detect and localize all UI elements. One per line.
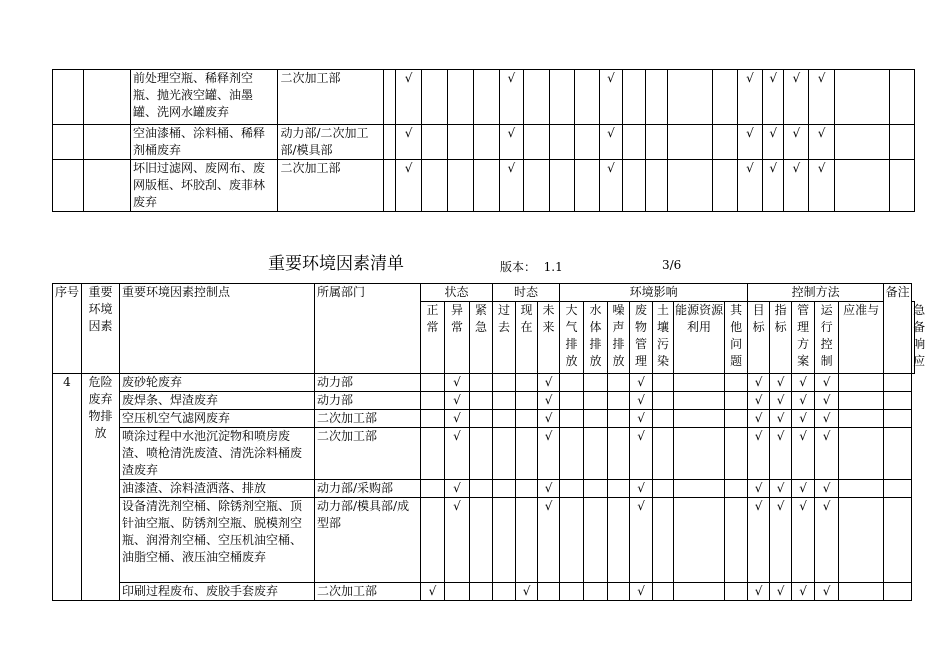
- check-cell: √: [538, 498, 560, 583]
- dept-cell: 二次加工部: [315, 583, 421, 601]
- dept-cell: 动力部/采购部: [315, 480, 421, 498]
- control-point-cell: 空压机空气滤网废弃: [120, 410, 315, 428]
- check-cell: [653, 392, 674, 410]
- check-cell: [493, 410, 516, 428]
- subheader-5: 未来: [538, 302, 560, 374]
- version-value: 1.1: [543, 260, 563, 274]
- subheader-10: 土壤污染: [653, 302, 674, 374]
- control-point-cell: 喷涂过程中水池沉淀物和喷房废渣、喷枪清洗废渣、清洗涂料桶废渣废弃: [120, 428, 315, 480]
- check-cell: [608, 480, 630, 498]
- control-point-cell: 废焊条、焊渣废弃: [120, 392, 315, 410]
- check-cell: [712, 160, 737, 212]
- check-cell: [523, 70, 549, 125]
- check-cell: √: [396, 160, 421, 212]
- seq-cell: [53, 70, 84, 125]
- check-cell: √: [748, 428, 770, 480]
- check-cell: [493, 392, 516, 410]
- check-cell: [584, 392, 608, 410]
- control-point-cell: 空油漆桶、涂料桶、稀释剂桶废弃: [130, 125, 278, 160]
- subheader-2: 紧急: [470, 302, 493, 374]
- check-cell: [448, 160, 474, 212]
- check-cell: √: [748, 583, 770, 601]
- check-cell: [623, 70, 646, 125]
- check-cell: √: [445, 392, 470, 410]
- check-cell: √: [809, 70, 834, 125]
- header-dept: 所属部门: [315, 284, 421, 374]
- check-cell: √: [630, 583, 653, 601]
- check-cell: [383, 125, 396, 160]
- subheader-11: 能源资源利用: [674, 302, 725, 374]
- check-cell: [560, 410, 584, 428]
- control-point-cell: 坏旧过滤网、废网布、废网版框、坏胶刮、废菲林废弃: [130, 160, 278, 212]
- check-cell: [421, 428, 445, 480]
- check-cell: [421, 374, 445, 392]
- check-cell: √: [630, 498, 653, 583]
- check-cell: [538, 583, 560, 601]
- check-cell: √: [538, 410, 560, 428]
- header-state: 状态: [421, 284, 493, 302]
- check-cell: √: [815, 583, 839, 601]
- subheader-0: 正常: [421, 302, 445, 374]
- check-cell: √: [599, 125, 622, 160]
- dept-cell: 动力部: [315, 374, 421, 392]
- continued-table: [52, 69, 915, 212]
- check-cell: [493, 374, 516, 392]
- check-cell: √: [499, 160, 523, 212]
- subheader-18: 急备响应: [912, 302, 915, 374]
- check-cell: √: [396, 125, 421, 160]
- check-cell: [884, 583, 912, 601]
- check-cell: [383, 70, 396, 125]
- check-cell: [560, 428, 584, 480]
- check-cell: [470, 498, 493, 583]
- subheader-14: 指标: [770, 302, 792, 374]
- check-cell: [421, 480, 445, 498]
- check-cell: √: [737, 70, 762, 125]
- check-cell: √: [815, 428, 839, 480]
- check-cell: √: [792, 583, 815, 601]
- check-cell: √: [784, 160, 809, 212]
- check-cell: [884, 480, 912, 498]
- check-cell: √: [538, 428, 560, 480]
- check-cell: [725, 392, 748, 410]
- check-cell: √: [538, 392, 560, 410]
- control-point-cell: 印刷过程废布、废胶手套废弃: [120, 583, 315, 601]
- check-cell: √: [516, 583, 538, 601]
- group-seq: 4: [53, 374, 82, 601]
- table-row: [53, 480, 915, 498]
- check-cell: [474, 160, 499, 212]
- check-cell: √: [815, 374, 839, 392]
- check-cell: [674, 480, 725, 498]
- check-cell: [516, 374, 538, 392]
- check-cell: √: [630, 410, 653, 428]
- table-row: [53, 160, 915, 212]
- check-cell: [493, 498, 516, 583]
- check-cell: [448, 125, 474, 160]
- check-cell: √: [748, 498, 770, 583]
- check-cell: [712, 70, 737, 125]
- subheader-4: 现在: [516, 302, 538, 374]
- check-cell: [516, 428, 538, 480]
- check-cell: [608, 392, 630, 410]
- check-cell: [834, 70, 889, 125]
- check-cell: √: [499, 70, 523, 125]
- table-row: [53, 410, 915, 428]
- check-cell: √: [770, 498, 792, 583]
- dept-cell: 动力部: [315, 392, 421, 410]
- check-cell: [725, 480, 748, 498]
- seq-cell: [53, 160, 84, 212]
- check-cell: [560, 480, 584, 498]
- check-cell: √: [445, 480, 470, 498]
- check-cell: √: [499, 125, 523, 160]
- check-cell: [560, 392, 584, 410]
- subheader-15: 管理方案: [792, 302, 815, 374]
- check-cell: [584, 428, 608, 480]
- check-cell: [470, 480, 493, 498]
- check-cell: [608, 498, 630, 583]
- check-cell: [470, 374, 493, 392]
- table-row: [53, 392, 915, 410]
- check-cell: [839, 498, 884, 583]
- header-tense: 时态: [493, 284, 560, 302]
- header-seq: 序号: [53, 284, 82, 374]
- check-cell: √: [599, 70, 622, 125]
- check-cell: [584, 583, 608, 601]
- check-cell: [470, 410, 493, 428]
- check-cell: √: [792, 428, 815, 480]
- check-cell: [834, 160, 889, 212]
- check-cell: [653, 410, 674, 428]
- check-cell: √: [792, 410, 815, 428]
- check-cell: [884, 410, 912, 428]
- check-cell: √: [809, 160, 834, 212]
- check-cell: √: [815, 480, 839, 498]
- subheader-1: 异常: [445, 302, 470, 374]
- check-cell: [646, 125, 668, 160]
- check-cell: [668, 160, 712, 212]
- page-number: 3/6: [662, 258, 682, 272]
- check-cell: [523, 125, 549, 160]
- check-cell: [725, 374, 748, 392]
- check-cell: [516, 480, 538, 498]
- check-cell: [523, 160, 549, 212]
- check-cell: √: [748, 480, 770, 498]
- check-cell: [839, 410, 884, 428]
- check-cell: √: [815, 410, 839, 428]
- check-cell: [445, 583, 470, 601]
- check-cell: [674, 392, 725, 410]
- control-point-cell: 废砂轮废弃: [120, 374, 315, 392]
- check-cell: [516, 392, 538, 410]
- check-cell: √: [792, 498, 815, 583]
- check-cell: [646, 70, 668, 125]
- version: [500, 258, 563, 275]
- control-point-cell: 前处理空瓶、稀释剂空瓶、抛光液空罐、油墨罐、洗网水罐废弃: [130, 70, 278, 125]
- check-cell: [560, 583, 584, 601]
- check-cell: [834, 125, 889, 160]
- check-cell: √: [630, 374, 653, 392]
- check-cell: [560, 498, 584, 583]
- check-cell: [653, 428, 674, 480]
- check-cell: [474, 70, 499, 125]
- check-cell: √: [445, 410, 470, 428]
- subheader-7: 水体排放: [584, 302, 608, 374]
- check-cell: √: [770, 583, 792, 601]
- check-cell: [674, 498, 725, 583]
- check-cell: [674, 410, 725, 428]
- check-cell: [421, 70, 447, 125]
- check-cell: [493, 428, 516, 480]
- check-cell: [725, 428, 748, 480]
- check-cell: [584, 480, 608, 498]
- check-cell: √: [630, 480, 653, 498]
- check-cell: √: [599, 160, 622, 212]
- control-point-cell: 油漆渣、涂料渣洒落、排放: [120, 480, 315, 498]
- check-cell: [674, 583, 725, 601]
- check-cell: [623, 160, 646, 212]
- check-cell: [674, 428, 725, 480]
- check-cell: [421, 160, 447, 212]
- check-cell: [574, 160, 599, 212]
- check-cell: [516, 498, 538, 583]
- check-cell: [421, 410, 445, 428]
- check-cell: [884, 392, 912, 410]
- check-cell: [725, 410, 748, 428]
- check-cell: [653, 498, 674, 583]
- check-cell: [574, 70, 599, 125]
- check-cell: √: [737, 160, 762, 212]
- check-cell: [383, 160, 396, 212]
- dept-cell: 二次加工部: [315, 410, 421, 428]
- check-cell: [584, 498, 608, 583]
- check-cell: √: [815, 498, 839, 583]
- header-impact: 环境影响: [560, 284, 748, 302]
- check-cell: [839, 480, 884, 498]
- subheader-17: 应准与: [839, 302, 884, 374]
- check-cell: [889, 70, 914, 125]
- check-cell: [560, 374, 584, 392]
- subheader-3: 过去: [493, 302, 516, 374]
- table-row: [53, 374, 915, 392]
- subheader-13: 目标: [748, 302, 770, 374]
- check-cell: [516, 410, 538, 428]
- check-cell: [653, 374, 674, 392]
- check-cell: √: [421, 583, 445, 601]
- check-cell: √: [784, 70, 809, 125]
- check-cell: [653, 583, 674, 601]
- check-cell: [884, 498, 912, 583]
- subheader-8: 噪声排放: [608, 302, 630, 374]
- check-cell: √: [748, 374, 770, 392]
- check-cell: √: [815, 392, 839, 410]
- check-cell: [725, 498, 748, 583]
- subheader-16: 运行控制: [815, 302, 839, 374]
- factor-cell: [83, 160, 130, 212]
- check-cell: [653, 480, 674, 498]
- environment-factor-table: [52, 283, 926, 601]
- check-cell: [574, 125, 599, 160]
- table-row: [53, 125, 915, 160]
- check-cell: [712, 125, 737, 160]
- check-cell: √: [809, 125, 834, 160]
- check-cell: [608, 583, 630, 601]
- header-factor: 重要环境因素: [82, 284, 120, 374]
- check-cell: √: [748, 410, 770, 428]
- check-cell: [474, 125, 499, 160]
- check-cell: √: [763, 160, 784, 212]
- check-cell: [550, 160, 574, 212]
- header-point: 重要环境因素控制点: [120, 284, 315, 374]
- check-cell: [839, 583, 884, 601]
- check-cell: √: [538, 374, 560, 392]
- check-cell: [839, 374, 884, 392]
- check-cell: √: [445, 374, 470, 392]
- subheader-6: 大气排放: [560, 302, 584, 374]
- check-cell: √: [737, 125, 762, 160]
- check-cell: √: [792, 480, 815, 498]
- check-cell: √: [770, 392, 792, 410]
- check-cell: √: [630, 428, 653, 480]
- control-point-cell: 设备清洗剂空桶、除锈剂空瓶、顶针油空瓶、防锈剂空瓶、脱模剂空瓶、润滑剂空桶、空压机油空桶、油脂空桶、液压油空桶废弃: [120, 498, 315, 583]
- check-cell: [884, 428, 912, 480]
- subheader-12: 其他问题: [725, 302, 748, 374]
- check-cell: [839, 428, 884, 480]
- subheader-9: 废物管理: [630, 302, 653, 374]
- header-control: 控制方法: [748, 284, 884, 302]
- table-row: [53, 498, 915, 583]
- check-cell: √: [792, 374, 815, 392]
- check-cell: √: [748, 392, 770, 410]
- check-cell: [839, 392, 884, 410]
- check-cell: √: [538, 480, 560, 498]
- check-cell: √: [763, 70, 784, 125]
- check-cell: [884, 374, 912, 392]
- check-cell: [421, 125, 447, 160]
- check-cell: √: [770, 428, 792, 480]
- check-cell: √: [784, 125, 809, 160]
- check-cell: [608, 410, 630, 428]
- check-cell: [646, 160, 668, 212]
- check-cell: [889, 125, 914, 160]
- check-cell: [421, 392, 445, 410]
- dept-cell: 二次加工部: [278, 70, 383, 125]
- check-cell: [421, 498, 445, 583]
- check-cell: [470, 583, 493, 601]
- check-cell: [470, 428, 493, 480]
- dept-cell: 动力部/二次加工部/模具部: [278, 125, 383, 160]
- table-row: [53, 70, 915, 125]
- check-cell: [668, 125, 712, 160]
- check-cell: √: [445, 428, 470, 480]
- check-cell: [889, 160, 914, 212]
- check-cell: √: [396, 70, 421, 125]
- page-title: 重要环境因素清单: [268, 254, 404, 274]
- check-cell: √: [770, 374, 792, 392]
- check-cell: [470, 392, 493, 410]
- check-cell: [608, 374, 630, 392]
- check-cell: [550, 70, 574, 125]
- check-cell: √: [792, 392, 815, 410]
- check-cell: √: [763, 125, 784, 160]
- table-row: [53, 428, 915, 480]
- check-cell: [493, 480, 516, 498]
- factor-cell: [83, 125, 130, 160]
- dept-cell: 二次加工部: [315, 428, 421, 480]
- check-cell: [674, 374, 725, 392]
- check-cell: [550, 125, 574, 160]
- table-row: [53, 583, 915, 601]
- factor-cell: [83, 70, 130, 125]
- check-cell: √: [770, 410, 792, 428]
- dept-cell: 动力部/模具部/成型部: [315, 498, 421, 583]
- check-cell: [668, 70, 712, 125]
- check-cell: √: [770, 480, 792, 498]
- group-factor: 危险废弃物排放: [82, 374, 120, 601]
- check-cell: [493, 583, 516, 601]
- dept-cell: 二次加工部: [278, 160, 383, 212]
- check-cell: [608, 428, 630, 480]
- check-cell: [623, 125, 646, 160]
- check-cell: [448, 70, 474, 125]
- check-cell: √: [630, 392, 653, 410]
- check-cell: [725, 583, 748, 601]
- version-label: 版本：: [500, 260, 537, 274]
- check-cell: [584, 374, 608, 392]
- header-remark: 备注: [884, 284, 912, 374]
- check-cell: [584, 410, 608, 428]
- check-cell: √: [445, 498, 470, 583]
- seq-cell: [53, 125, 84, 160]
